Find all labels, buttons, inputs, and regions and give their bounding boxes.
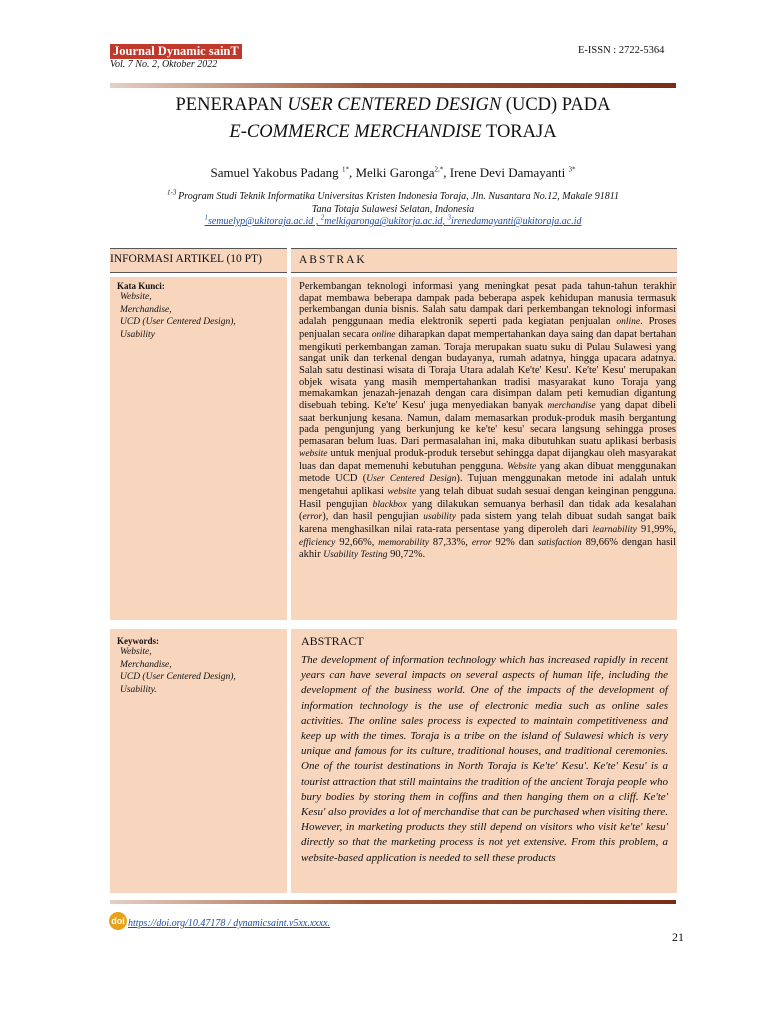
header-rule xyxy=(110,83,676,88)
abstrak-span: diharapkan dapat mempertahankan daya saing dan dapat bertahan mengikuti perkembangan zaman. Toraja merupakan suatu suku di Pulau Sulawesi yang sangat unik dan terkenal dengan budayanya, rumah adatnya, hingga upacara adatnya. Salah satu destinasi wisata di Toraja Utara adalah Ke'te' Kesu'. Ke'te' Kesu' merupakan objek wisata yang masih mempertahankan tradisi masyarakat kuno Toraja yang memakamkan jenazah-jenazah dengan cara disimpan dalam peti kemudian digantung disebuah tebing. Ke'te' Kesu' juga menyediakan banyak xyxy=(299,328,676,412)
affiliation-line-1 xyxy=(110,188,676,204)
abstrak-italic: memorability xyxy=(378,537,429,548)
abstrak-italic: error xyxy=(302,512,323,523)
author-sup: 2,* xyxy=(434,165,444,174)
keywords-heading: Keywords: xyxy=(117,636,159,646)
abstrak-italic: efficiency xyxy=(299,537,336,548)
keywords-item: Usability. xyxy=(120,684,157,695)
abstrak-italic: online xyxy=(371,329,396,340)
abstrak-italic: website xyxy=(387,486,417,497)
email-separator: , xyxy=(313,216,321,227)
abstrak-italic: merchandise xyxy=(547,401,596,412)
abstrak-span: yang akan dibuat menggunakan metode UCD ( xyxy=(299,460,676,485)
abstrak-span: ). Tujuan menggunakan metode ini adalah untuk mengetahui aplikasi xyxy=(299,473,676,497)
abstrak-heading: ABSTRAK xyxy=(299,254,367,266)
kata-kunci-item: UCD (User Centered Design), xyxy=(120,317,236,327)
abstrak-italic: User Centered Design xyxy=(366,474,457,485)
email-link[interactable]: melkigaronga@ukitorja.ac.id xyxy=(324,216,443,227)
kata-kunci-item: Website, xyxy=(120,292,152,302)
email-sup: 3 xyxy=(447,213,452,222)
doi-link[interactable]: https://doi.org/10.47178 / dynamicsaint.v5xx.xxxx. xyxy=(128,918,331,929)
abstrak-italic: learnability xyxy=(592,525,637,536)
abstrak-span: 91,99%, xyxy=(636,524,676,536)
abstrak-italic: online xyxy=(616,317,641,328)
abstract-heading: ABSTRACT xyxy=(301,634,364,648)
author-sup: 3* xyxy=(568,165,576,174)
abstrak-span: 89,66% dengan hasil akhir xyxy=(299,536,676,561)
title-text: TORAJA xyxy=(481,122,557,142)
abstract-paragraph: The development of information technology which has increased rapidly in recent years can have several impacts on several aspects of human life, including the development of the business world. One of the impacts of the development of information technology is the use of electronic media such as online sales activities. The online sales process is expected to maintain competitiveness and keep up with the times. Toraja is a tribe on the island of Sulawesi which is very unique and famous for its culture, traditional houses, and traditional ceremonies. One of the tourist destinations in North Toraja is Ke'te' Kesu'. Ke'te' Kesu' is a tourist attraction that still maintains the tradition of the ancient Toraja people who bury bodies by storing them in coffins and then hanging them on a cliff. Ke'te' Kesu' also provides a lot of merchandise that can be purchased when visiting there. However, in marketing products they still depend on visitors who visit ke'te' kesu' directly so that the marketing process is not yet extensive. From this problem, a website-based application is needed to sell these products xyxy=(301,654,668,864)
author-name: , Irene Devi Damayanti xyxy=(443,165,569,180)
author-name: , Melki Garonga xyxy=(348,165,435,180)
author-emails xyxy=(110,213,676,227)
abstrak-span: ), dan hasil pengujian xyxy=(322,511,424,523)
page-number: 21 xyxy=(672,930,684,944)
affiliation-line-2: Tana Totaja Sulawesi Selatan, Indonesia xyxy=(311,203,475,215)
abstrak-italic: Website xyxy=(506,461,537,472)
abstrak-span: pada sistem yang telah dibuat sudah sangat baik karena menghasilkan nilai rata-rata persentase yang diperoleh dari xyxy=(299,511,676,536)
email-link[interactable]: semuelyp@ukitoraja.ac.id xyxy=(207,216,314,227)
author-list xyxy=(110,165,676,181)
abstrak-span: . Proses penjualan secara xyxy=(299,316,677,340)
abstrak-span: untuk menjual produk-produk tersebut sehingga dapat dijangkau oleh masyarakat luas dan dapat memenuhi kebutuhan pengguna. xyxy=(299,447,676,472)
kata-kunci-item: Merchandise, xyxy=(120,304,172,315)
journal-volume: Vol. 7 No. 2, Oktober 2022 xyxy=(110,59,218,70)
abstrak-italic: usability xyxy=(423,512,456,523)
title-text: PENERAPAN xyxy=(175,95,288,115)
author-name: Samuel Yakobus Padang xyxy=(210,165,342,180)
footer-rule xyxy=(110,900,676,904)
eissn: E-ISSN : 2722-5364 xyxy=(578,45,665,56)
abstrak-span: 87,33%, xyxy=(428,536,472,548)
abstrak-span: 92,66%, xyxy=(335,536,379,548)
paper-title-line-1 xyxy=(110,95,676,116)
abstrak-italic: Usability Testing xyxy=(323,550,388,561)
journal-name: Journal Dynamic sainT xyxy=(110,44,242,59)
doi-icon: doi xyxy=(109,912,127,930)
paper-title-line-2 xyxy=(110,122,676,143)
affiliation xyxy=(110,188,676,216)
keywords-item: Merchandise, xyxy=(120,659,172,670)
keywords xyxy=(117,636,236,696)
abstrak-span: 90,72%. xyxy=(387,549,426,561)
info-heading: INFORMASI ARTIKEL (10 PT) xyxy=(110,253,262,265)
abstrak-italic: website xyxy=(299,448,328,459)
title-text: (UCD) PADA xyxy=(501,95,611,115)
affiliation-sup: 1-3 xyxy=(166,188,179,197)
abstrak-span: yang telah dibuat sudah sesuai dengan keinginan pengguna. Hasil pengujian xyxy=(299,485,676,510)
abstrak-span: 92% dan xyxy=(491,536,538,548)
abstrak-span: yang dilakukan semuanya berhasil dan tidak ada kesalahan ( xyxy=(299,498,676,523)
affiliation-text: Program Studi Teknik Informatika Universitas Kristen Indonesia Toraja, Jln. Nusantara No.12, Makale 91811 xyxy=(178,191,620,202)
title-italic: E-COMMERCE MERCHANDISE xyxy=(229,122,482,142)
abstrak-span: Perkembangan teknologi informasi yang meningkat pesat pada tahun-tahun terakhir dapat membawa beberapa dampak pada beberapa aspek kehidupan manusia termasuk perkembangan dunia bisnis. Salah satu dampak dari perkembangan teknologi informasi adalah penggunaan media elektronik seperti pada kegiatan penjualan xyxy=(299,281,676,328)
abstrak-italic: blackbox xyxy=(372,499,407,510)
kata-kunci-heading: Kata Kunci: xyxy=(117,281,165,291)
title-italic: USER CENTERED DESIGN xyxy=(287,95,502,115)
abstrak-paragraph xyxy=(299,281,676,562)
abstrak-italic: satisfaction xyxy=(537,537,582,548)
email-separator: , xyxy=(442,216,448,227)
keywords-item: UCD (User Centered Design), xyxy=(120,672,236,682)
abstrak-span: yang dapat dibeli saat berkunjung kesana. Namun, dalam memasarkan produk-produk masih bergantung pada pengunjung yang berkunjung ke ke'te' kesu' secara langsung sehingga proses pemasaran belum luas. Dari permasalahan ini, maka dibutuhkan suatu aplikasi berbasis xyxy=(299,400,676,448)
email-sup: 2 xyxy=(320,213,325,222)
kata-kunci xyxy=(117,281,236,341)
author-sup: 1* xyxy=(341,165,349,174)
keywords-item: Website, xyxy=(120,647,152,657)
kata-kunci-item: Usability xyxy=(120,329,155,340)
email-link[interactable]: irenedamayanti@ukitoraja.ac.id xyxy=(451,216,582,227)
abstrak-italic: error xyxy=(471,537,492,548)
email-sup: 1 xyxy=(204,213,208,222)
